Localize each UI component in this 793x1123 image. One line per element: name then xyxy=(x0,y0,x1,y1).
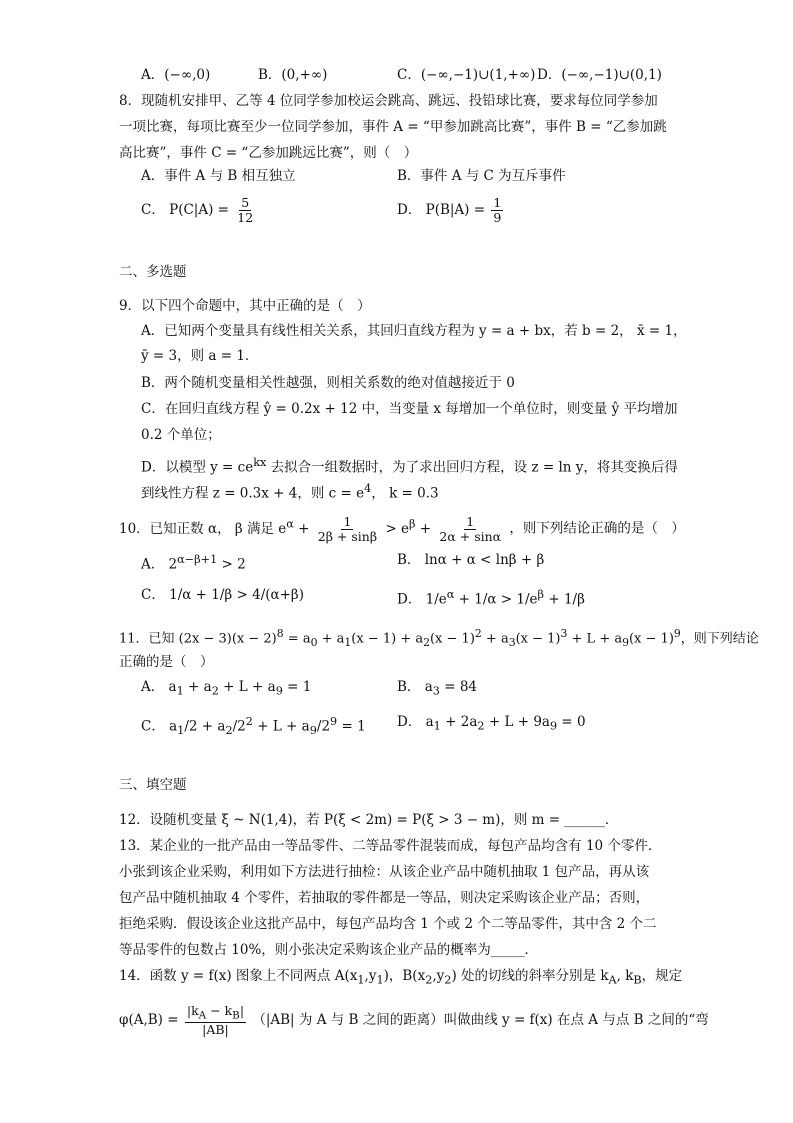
q13-line5: 等品零件的包数占 10%，则小张决定采购该企业产品的概率为_____． xyxy=(119,942,539,958)
q14-line1: 14．函数 y = f(x) 图象上不同两点 $A(x_1,y_1)$，$B(x_2,y_2)$ 处的切线的斜率分别是 $k_A$, $k_B$，规定 xyxy=(119,968,683,987)
q10-stem-mid: > $e^\beta$ + xyxy=(385,517,432,537)
q9-option-d-line1: D．以模型 $y = ce^{kx}$ 去拟合一组数据时，为了求出回归方程，设 z = ln y，将其变换后得 xyxy=(141,456,678,476)
q7-option-a: A．(−∞,0) xyxy=(141,67,211,83)
q8-option-c-label: C． P(C|A) = xyxy=(141,202,229,218)
q7-option-b: B．(0,+∞) xyxy=(258,67,328,83)
q8-option-a: A．事件 A 与 B 相互独立 xyxy=(141,168,296,184)
q9-option-a-line1: A．已知两个变量具有线性相关关系，其回归直线方程为 y = a + bx，若 b = 2， x̄ = 1， xyxy=(141,323,687,339)
q8-option-d-label: D． P(B|A) = xyxy=(397,202,486,218)
q10-f1-numerator: 1 xyxy=(343,513,352,529)
q10-f2-numerator: 1 xyxy=(466,513,475,529)
q10-stem xyxy=(119,506,685,547)
q10-stem-pre: 10．已知正数 α， β 满足 $e^\alpha$ + xyxy=(119,517,310,537)
q13-line3: 包产品中随机抽取 4 个零件，若抽取的零件都是一等品，则决定采购该企业产品；否则， xyxy=(119,890,650,906)
q11-stem-line1: 11．已知 $(2x - 3)(x - 2)^8 = a_0 + a_1(x - 1) + a_2(x - 1)^2 + a_3(x - 1)^3 + L + a_9(x - 1)^9$，则下列结论 xyxy=(119,627,759,649)
q7-option-d: D．(−∞,−1)∪(0,1) xyxy=(537,67,662,83)
q8-option-c-fraction xyxy=(235,196,255,225)
q11-option-d: D． $a_1 + 2a_2 + L + 9a_9 = 0$ xyxy=(397,714,586,733)
q10-stem-post: ，则下列结论正确的是（ ） xyxy=(509,520,685,537)
q8-option-b: B．事件 A 与 C 为互斥事件 xyxy=(397,168,566,184)
q14-phi-denominator: |AB| xyxy=(202,1022,229,1038)
q10-fraction-2 xyxy=(437,515,503,544)
q8-c-denominator: 12 xyxy=(237,210,254,225)
q11-stem-line2: 正确的是（ ） xyxy=(119,654,214,670)
q8-option-c xyxy=(141,192,257,228)
section-heading-fill-in: 三、填空题 xyxy=(119,777,187,793)
q13-line2: 小张到该企业采购，利用如下方法进行抽检：从该企业产品中随机抽取 1 包产品，再从该 xyxy=(119,864,650,880)
q11-option-b: B． $a_3 = 84$ xyxy=(397,679,478,698)
q9-option-c-line1: C．在回归直线方程 ŷ = 0.2x + 12 中，当变量 x 每增加一个单位时，则变量 ŷ 平均增加 xyxy=(141,401,678,417)
q10-option-a: A． $2^{\alpha-\beta+1} > 2$ xyxy=(141,553,246,573)
q10-f1-denominator: 2β + sinβ xyxy=(317,528,378,544)
q12-stem: 12．设随机变量 ξ ~ N(1,4)，若 P(ξ < 2m) = P(ξ > 3 − m)，则 m = ______． xyxy=(119,812,619,828)
q8-option-d-fraction xyxy=(491,196,503,225)
q13-line1: 13．某企业的一批产品由一等品零件、二等品零件混装而成，每包产品均含有 10 个零件． xyxy=(119,838,662,854)
q10-option-d: D． $1/e^\alpha + 1/\alpha > 1/e^\beta + 1/\beta$ xyxy=(397,588,585,608)
q8-stem-line3: 高比赛”，事件 C = “乙参加跳远比赛”，则（ ） xyxy=(119,145,418,161)
q8-d-numerator: 1 xyxy=(493,195,502,210)
q11-option-c: C． $a_1/2 + a_2/2^2 + L + a_9/2^9 = 1$ xyxy=(141,715,366,738)
q13-line4: 拒绝采购．假设该企业这批产品中，每包产品均含 1 个或 2 个二等品零件，其中含 2 个二 xyxy=(119,916,657,932)
q8-c-numerator: 5 xyxy=(241,195,250,210)
q10-fraction-1 xyxy=(316,515,379,544)
q8-stem-line2: 一项比赛，每项比赛至少一位同学参加，事件 A = “甲参加跳高比赛”，事件 B = “乙参加跳 xyxy=(119,119,667,135)
q9-option-d-line2: 到线性方程 z = 0.3x + 4，则 $c = e^4$， k = 0.3 xyxy=(141,482,439,502)
q10-option-c: C． 1/α + 1/β > 4/(α+β) xyxy=(141,587,305,603)
q8-stem-line1: 8．现随机安排甲、乙等 4 位同学参加校运会跳高、跳远、投铅球比赛，要求每位同学参加 xyxy=(119,93,658,109)
q14-line2 xyxy=(119,1000,709,1040)
q9-stem: 9．以下四个命题中，其中正确的是（ ） xyxy=(119,298,371,314)
q9-option-c-line2: 0.2 个单位； xyxy=(141,427,221,443)
q9-option-b: B．两个随机变量相关性越强，则相关系数的绝对值越接近于 0 xyxy=(141,375,515,391)
q11-option-a: A． $a_1 + a_2 + L + a_9 = 1$ xyxy=(141,679,312,698)
q14-phi-fraction xyxy=(185,1004,246,1038)
q7-option-c: C．(−∞,−1)∪(1,+∞) xyxy=(397,67,536,83)
q10-f2-denominator: 2α + sinα xyxy=(439,528,502,544)
q14-phi-numerator: $|k_A - k_B|$ xyxy=(186,1002,245,1022)
q14-line2-post: （|AB| 为 A 与 B 之间的距离）叫做曲线 y = f(x) 在点 A 与点 B 之间的“弯 xyxy=(252,1012,709,1028)
q10-option-b: B． lnα + α < lnβ + β xyxy=(397,552,545,568)
q8-option-d xyxy=(397,192,505,228)
section-heading-multiple-choice: 二、多选题 xyxy=(119,264,187,280)
q9-option-a-line2: ȳ = 3，则 a = 1． xyxy=(141,348,259,364)
q8-d-denominator: 9 xyxy=(493,210,502,225)
q14-phi-label: φ(A,B) = xyxy=(119,1012,179,1028)
